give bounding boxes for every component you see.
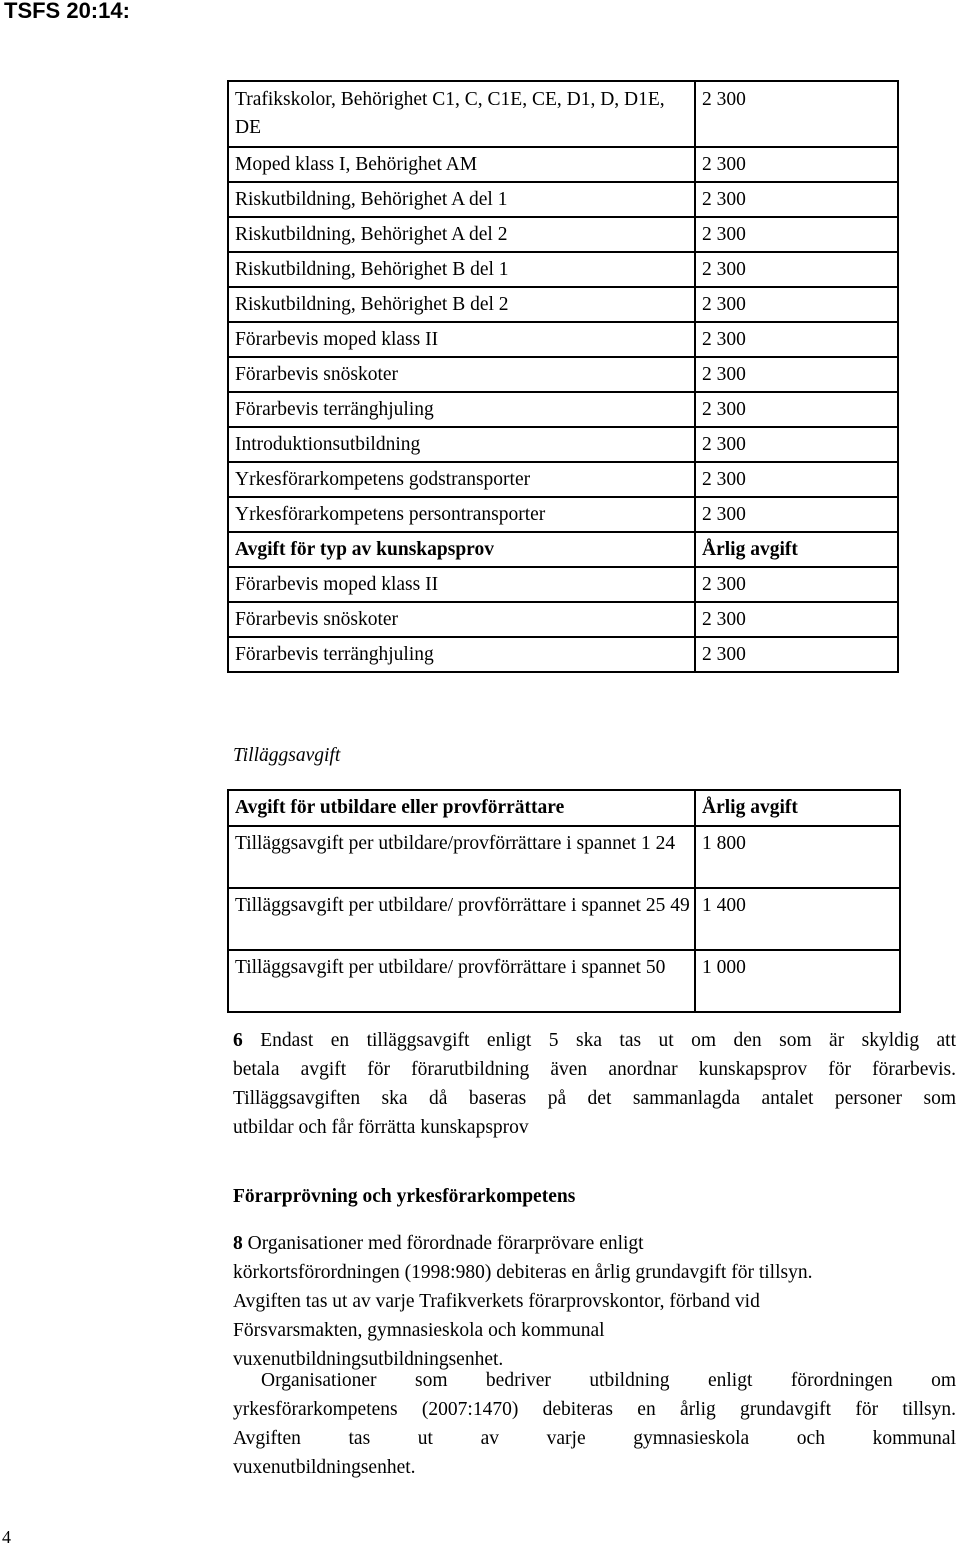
table-row <box>228 357 898 392</box>
paragraph-line: yrkesförarkompetens (2007:1470) debiteras en årlig grundavgift för tillsyn. <box>233 1399 956 1420</box>
table-cell: 2 300 <box>695 602 898 637</box>
paragraph-8 <box>233 1229 956 1374</box>
paragraph-line: Tilläggsavgiften ska då baseras på det sammanlagda antalet personer som <box>233 1088 956 1109</box>
table-cell: Riskutbildning, Behörighet A del 2 <box>228 217 695 252</box>
section-subheading: Tilläggsavgift <box>233 745 341 766</box>
table-cell: Förarbevis snöskoter <box>228 602 695 637</box>
paragraph-line: Avgiften tas ut av varje gymnasieskola och kommunal <box>233 1428 956 1449</box>
table-cell: Riskutbildning, Behörighet B del 2 <box>228 287 695 322</box>
table-cell: 2 300 <box>695 217 898 252</box>
paragraph-line: utbildar och får förrätta kunskapsprov <box>233 1117 529 1138</box>
table-cell: 2 300 <box>695 182 898 217</box>
table-row <box>228 888 900 950</box>
table-cell: Trafikskolor, Behörighet C1, C, C1E, CE, D1, D, D1E, DE <box>228 81 695 147</box>
table-cell: Riskutbildning, Behörighet B del 1 <box>228 252 695 287</box>
table-cell: Förarbevis snöskoter <box>228 357 695 392</box>
paragraph-line: Organisationer som bedriver utbildning enligt förordningen om <box>261 1370 956 1391</box>
table-row <box>228 287 898 322</box>
table-header-row <box>228 790 900 826</box>
table-cell: Yrkesförarkompetens godstransporter <box>228 462 695 497</box>
table-header-text: Avgift för utbildare eller provförrättare <box>235 797 565 818</box>
table-row <box>228 462 898 497</box>
table-row <box>228 602 898 637</box>
table-header-cell <box>228 790 695 826</box>
document-header: TSFS 20:14: <box>4 0 130 23</box>
paragraph-line <box>233 1026 956 1055</box>
paragraph-line <box>233 1229 956 1258</box>
paragraph-line: betala avgift för förarutbildning även anordnar kunskapsprov för förarbevis. <box>233 1059 956 1080</box>
table-cell: 2 300 <box>695 252 898 287</box>
table-cell: 1 000 <box>695 950 900 1012</box>
table-header-text: Årlig avgift <box>702 539 798 560</box>
page-number: 4 <box>2 1527 11 1547</box>
table-header-cell <box>695 532 898 567</box>
table-cell: 2 300 <box>695 392 898 427</box>
table-row <box>228 81 898 147</box>
paragraph-line: vuxenutbildningsutbildningsenhet. <box>233 1349 504 1370</box>
paragraph-line: Försvarsmakten, gymnasieskola och kommunal <box>233 1320 605 1341</box>
table-cell: Tilläggsavgift per utbildare/ provförrättare i spannet 50 <box>228 950 695 1012</box>
paragraph-line: körkortsförordningen (1998:980) debiteras en årlig grundavgift för tillsyn. <box>233 1262 813 1283</box>
table-cell: 2 300 <box>695 287 898 322</box>
table-row <box>228 217 898 252</box>
table-cell: 2 300 <box>695 322 898 357</box>
table-header-cell <box>228 532 695 567</box>
paragraph-6 <box>233 1026 956 1142</box>
paragraph-text: Endast en tilläggsavgift enligt 5 <box>260 1030 559 1051</box>
table-row <box>228 392 898 427</box>
table-cell: 2 300 <box>695 147 898 182</box>
fee-table <box>227 80 899 673</box>
table-cell: 1 800 <box>695 826 900 888</box>
paragraph-text: Organisationer med förordnade förarprövare enligt <box>247 1233 644 1254</box>
table-cell: 2 300 <box>695 357 898 392</box>
table-cell: Förarbevis moped klass II <box>228 567 695 602</box>
table-row <box>228 950 900 1012</box>
table-cell: Moped klass I, Behörighet AM <box>228 147 695 182</box>
table-cell: 2 300 <box>695 81 898 147</box>
table-row <box>228 567 898 602</box>
table-row <box>228 182 898 217</box>
surcharge-table <box>227 789 901 1013</box>
paragraph-9 <box>233 1366 956 1482</box>
table-cell: Tilläggsavgift per utbildare/ provförrättare i spannet 25 49 <box>228 888 695 950</box>
table-cell: Förarbevis terränghjuling <box>228 637 695 672</box>
table-row <box>228 322 898 357</box>
table-cell: Introduktionsutbildning <box>228 427 695 462</box>
table-cell: 2 300 <box>695 567 898 602</box>
table-row <box>228 427 898 462</box>
table-cell: Riskutbildning, Behörighet A del 1 <box>228 182 695 217</box>
table-cell: 2 300 <box>695 497 898 532</box>
paragraph-line: vuxenutbildningsenhet. <box>233 1457 416 1478</box>
paragraph-number: 6 <box>233 1030 243 1051</box>
paragraph-number: 8 <box>233 1233 243 1254</box>
table-cell: Förarbevis terränghjuling <box>228 392 695 427</box>
table-row <box>228 252 898 287</box>
table-cell: 2 300 <box>695 637 898 672</box>
table-cell: Förarbevis moped klass II <box>228 322 695 357</box>
paragraph-text: ska tas ut om den som är skyldig att <box>575 1030 957 1051</box>
table-cell: Tilläggsavgift per utbildare/provförrättare i spannet 1 24 <box>228 826 695 888</box>
table-cell: 2 300 <box>695 462 898 497</box>
table-cell: 2 300 <box>695 427 898 462</box>
table-subheader-row <box>228 532 898 567</box>
table-row <box>228 497 898 532</box>
table-row <box>228 826 900 888</box>
table-row <box>228 637 898 672</box>
table-cell: 1 400 <box>695 888 900 950</box>
paragraph-line: Avgiften tas ut av varje Trafikverkets förarprovskontor, förband vid <box>233 1291 760 1312</box>
table-header-text: Årlig avgift <box>702 797 798 818</box>
table-header-text: Avgift för typ av kunskapsprov <box>235 539 494 560</box>
table-row <box>228 147 898 182</box>
section-heading: Förarprövning och yrkesförarkompetens <box>233 1186 576 1207</box>
table-header-cell <box>695 790 900 826</box>
table-cell: Yrkesförarkompetens persontransporter <box>228 497 695 532</box>
